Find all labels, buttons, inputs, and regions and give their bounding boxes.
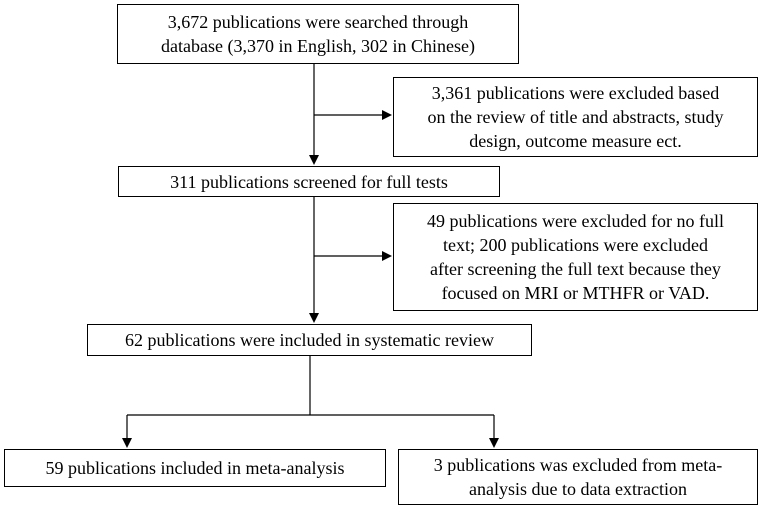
excluded-title-abstract-box	[393, 77, 758, 157]
excluded-fulltext-line-1: 49 publications were excluded for no full	[427, 211, 724, 231]
search-box	[117, 4, 519, 64]
excluded-title-line-1: 3,361 publications were excluded based	[431, 83, 720, 103]
search-line-1: 3,672 publications were searched through	[167, 12, 469, 32]
screened-line-1: 311 publications screened for full tests	[170, 171, 448, 192]
excluded-fulltext-line-2: text; 200 publications were excluded	[443, 235, 708, 255]
excluded-meta-line-2: analysis due to data extraction	[469, 479, 687, 499]
meta-line-1: 59 publications included in meta-analysis	[45, 458, 345, 478]
excluded-meta-analysis-box	[398, 449, 758, 505]
excluded-fulltext-line-3: after screening the full text because they	[430, 259, 721, 279]
systematic-review-box	[87, 324, 532, 356]
systematic-line-1: 62 publications were included in systematic review	[125, 330, 494, 350]
meta-analysis-box	[4, 449, 386, 487]
excluded-title-line-2: on the review of title and abstracts, study	[427, 107, 724, 127]
excluded-meta-line-1: 3 publications was excluded from meta-	[433, 455, 723, 475]
screened-box	[118, 166, 500, 197]
excluded-title-line-3: design, outcome measure ect.	[469, 131, 682, 151]
search-line-2: database (3,370 in English, 302 in Chinese)	[161, 36, 475, 56]
excluded-fulltext-line-4: focused on MRI or MTHFR or VAD.	[441, 283, 710, 303]
excluded-fulltext-box	[393, 203, 758, 311]
